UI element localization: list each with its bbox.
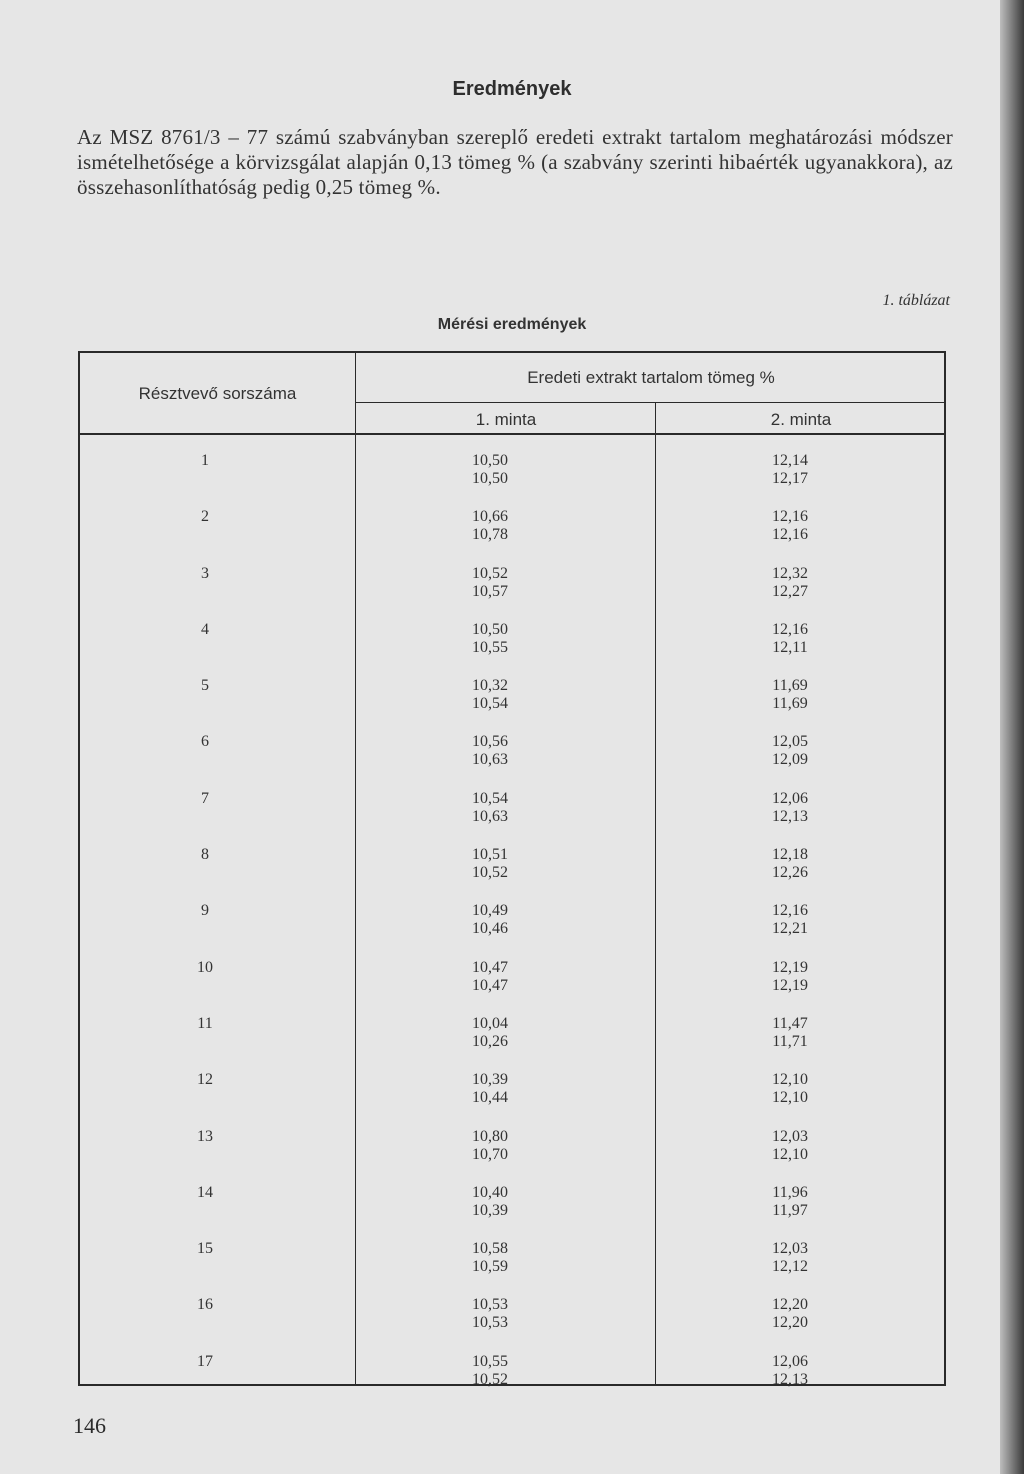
sample-1-values: [440, 1071, 540, 1107]
sample-2-value: 12,16: [772, 902, 808, 920]
sample-2-value: 12,03: [772, 1127, 808, 1145]
sample-1-values: [440, 452, 540, 488]
sample-1-value: 10,26: [472, 1032, 508, 1050]
sample-2-values: [740, 1296, 840, 1332]
sample-1-value: 10,49: [472, 902, 508, 920]
sample-2-value: 12,05: [772, 733, 808, 751]
sample-1-value: 10,39: [472, 1071, 508, 1089]
table-row: [0, 729, 1000, 785]
table-row: [0, 898, 1000, 954]
sample-1-value: 10,53: [472, 1296, 508, 1314]
sample-1-value: 10,55: [472, 638, 508, 656]
table-row: [0, 1067, 1000, 1123]
participant-number: 3: [201, 564, 209, 582]
participant-number: 15: [197, 1240, 213, 1258]
sample-2-value: 11,47: [772, 1014, 808, 1032]
sample-2-values: [740, 1071, 840, 1107]
sample-1-value: 10,04: [472, 1014, 508, 1032]
table-row: [0, 617, 1000, 673]
participant-number: 2: [201, 508, 209, 526]
table-row: [0, 1292, 1000, 1348]
participant-number: 10: [197, 958, 213, 976]
sample-1-value: 10,47: [472, 976, 508, 994]
participant-number: 17: [197, 1352, 213, 1370]
sample-1-values: [440, 1353, 540, 1389]
sample-2-value: 12,32: [772, 564, 808, 582]
sample-1-value: 10,47: [472, 958, 508, 976]
table-body: [0, 448, 1000, 1405]
sample-1-value: 10,32: [472, 677, 508, 695]
table-row: [0, 1236, 1000, 1292]
sample-2-value: 12,13: [772, 1370, 808, 1388]
participant-number: 16: [197, 1296, 213, 1314]
sample-1-value: 10,63: [472, 807, 508, 825]
sample-2-value: 11,71: [772, 1032, 808, 1050]
sample-2-values: [740, 1353, 840, 1389]
table-row: [0, 955, 1000, 1011]
participant-number: 5: [201, 677, 209, 695]
participant-number: 11: [197, 1014, 213, 1032]
sample-2-value: 12,10: [772, 1089, 808, 1107]
sample-1-value: 10,58: [472, 1240, 508, 1258]
participant-number: 6: [201, 733, 209, 751]
sample-1-value: 10,53: [472, 1314, 508, 1332]
sample-1-value: 10,51: [472, 846, 508, 864]
sample-2-value: 12,27: [772, 582, 808, 600]
sample-1-value: 10,52: [472, 1370, 508, 1388]
table-row: [0, 504, 1000, 560]
sample-2-value: 12,11: [772, 638, 808, 656]
sample-2-values: [740, 1184, 840, 1220]
sample-1-value: 10,46: [472, 920, 508, 938]
sample-2-values: [740, 1015, 840, 1051]
header-group: Eredeti extrakt tartalom tömeg %: [527, 368, 775, 387]
sample-1-value: 10,56: [472, 733, 508, 751]
sample-2-value: 12,21: [772, 920, 808, 938]
sample-1-value: 10,52: [472, 564, 508, 582]
header-sample-2: 2. minta: [770, 410, 832, 429]
sample-2-values: [740, 1240, 840, 1276]
sample-2-value: 12,17: [772, 470, 808, 487]
participant-number: 8: [201, 846, 209, 864]
table-row: [0, 1180, 1000, 1236]
table-row: [0, 673, 1000, 729]
section-title: Eredmények: [452, 78, 572, 100]
sample-1-values: [440, 677, 540, 713]
sample-2-value: 12,19: [772, 958, 808, 976]
sample-1-value: 10,54: [472, 789, 508, 807]
table-row: [0, 448, 1000, 504]
table-top-rule: [78, 351, 946, 353]
sample-2-values: [740, 677, 840, 713]
sample-1-values: [440, 902, 540, 938]
sample-2-value: 12,06: [772, 1352, 808, 1370]
participant-number: 9: [201, 902, 209, 920]
sample-2-value: 11,69: [772, 695, 808, 713]
sample-1-value: 10,40: [472, 1183, 508, 1201]
sample-2-value: 12,03: [772, 1240, 808, 1258]
sample-1-values: [440, 959, 540, 995]
sample-2-value: 12,14: [772, 452, 808, 469]
table-row: [0, 842, 1000, 898]
sample-1-values: [440, 1296, 540, 1332]
table-row: [0, 561, 1000, 617]
participant-number: 13: [197, 1127, 213, 1145]
sample-1-value: 10,50: [472, 470, 508, 487]
table-row: [0, 786, 1000, 842]
table-row: [0, 1124, 1000, 1180]
sample-2-values: [740, 846, 840, 882]
sample-2-value: 12,06: [772, 789, 808, 807]
sample-1-value: 10,50: [472, 452, 508, 469]
sample-1-values: [440, 508, 540, 544]
sample-1-value: 10,44: [472, 1089, 508, 1107]
table-row: [0, 1011, 1000, 1067]
sample-1-values: [440, 733, 540, 769]
body-paragraph: Az MSZ 8761/3 – 77 számú szabványban szereplő eredeti extrakt tartalom meghatározási módszer ismételhetősége a körvizsgálat alapján 0,13 tömeg % (a szabvány szerinti hibaérték ugyanakkora), az összehasonlíthatóság pedig 0,25 tömeg %.: [77, 125, 953, 199]
sample-2-values: [740, 452, 840, 488]
sample-1-value: 10,52: [472, 864, 508, 882]
sample-2-value: 11,69: [772, 677, 808, 695]
sample-1-value: 10,59: [472, 1258, 508, 1276]
sample-2-values: [740, 1128, 840, 1164]
sample-1-value: 10,70: [472, 1145, 508, 1163]
table-row: [0, 1349, 1000, 1405]
sample-2-value: 12,16: [772, 508, 808, 526]
group-header-rule: [355, 402, 945, 403]
header-participant: Résztvevő sorszáma: [138, 384, 297, 403]
sample-2-value: 12,13: [772, 807, 808, 825]
header-sample-1: 1. minta: [475, 410, 537, 429]
sample-2-value: 12,12: [772, 1258, 808, 1276]
sample-2-value: 11,97: [772, 1201, 808, 1219]
sample-1-values: [440, 565, 540, 601]
sample-2-values: [740, 902, 840, 938]
header-bottom-rule: [78, 433, 946, 435]
sample-2-value: 12,16: [772, 526, 808, 544]
sample-2-values: [740, 565, 840, 601]
participant-number: 12: [197, 1071, 213, 1089]
sample-1-values: [440, 1240, 540, 1276]
sample-2-value: 12,20: [772, 1296, 808, 1314]
sample-1-values: [440, 846, 540, 882]
sample-2-value: 11,96: [772, 1183, 808, 1201]
participant-number: 1: [201, 452, 209, 469]
sample-2-value: 12,26: [772, 864, 808, 882]
sample-2-value: 12,20: [772, 1314, 808, 1332]
sample-1-value: 10,63: [472, 751, 508, 769]
sample-2-values: [740, 508, 840, 544]
table-number: 1. táblázat: [882, 292, 950, 309]
sample-1-values: [440, 1015, 540, 1051]
sample-1-value: 10,57: [472, 582, 508, 600]
sample-1-values: [440, 1184, 540, 1220]
sample-2-values: [740, 790, 840, 826]
sample-2-value: 12,09: [772, 751, 808, 769]
sample-1-values: [440, 790, 540, 826]
table-caption: Mérési eredmények: [437, 316, 587, 333]
sample-2-value: 12,19: [772, 976, 808, 994]
participant-number: 7: [201, 789, 209, 807]
sample-1-value: 10,55: [472, 1352, 508, 1370]
page-number: 146: [73, 1413, 106, 1438]
sample-1-value: 10,78: [472, 526, 508, 544]
sample-2-values: [740, 621, 840, 657]
sample-1-values: [440, 621, 540, 657]
sample-1-value: 10,66: [472, 508, 508, 526]
sample-1-values: [440, 1128, 540, 1164]
page-edge: [1000, 0, 1024, 1474]
sample-2-values: [740, 733, 840, 769]
sample-2-value: 12,18: [772, 846, 808, 864]
sample-2-value: 12,10: [772, 1145, 808, 1163]
sample-1-value: 10,54: [472, 695, 508, 713]
sample-2-value: 12,10: [772, 1071, 808, 1089]
participant-number: 14: [197, 1183, 213, 1201]
sample-2-value: 12,16: [772, 620, 808, 638]
sample-1-value: 10,39: [472, 1201, 508, 1219]
sample-2-values: [740, 959, 840, 995]
sample-1-value: 10,50: [472, 620, 508, 638]
sample-1-value: 10,80: [472, 1127, 508, 1145]
participant-number: 4: [201, 620, 209, 638]
